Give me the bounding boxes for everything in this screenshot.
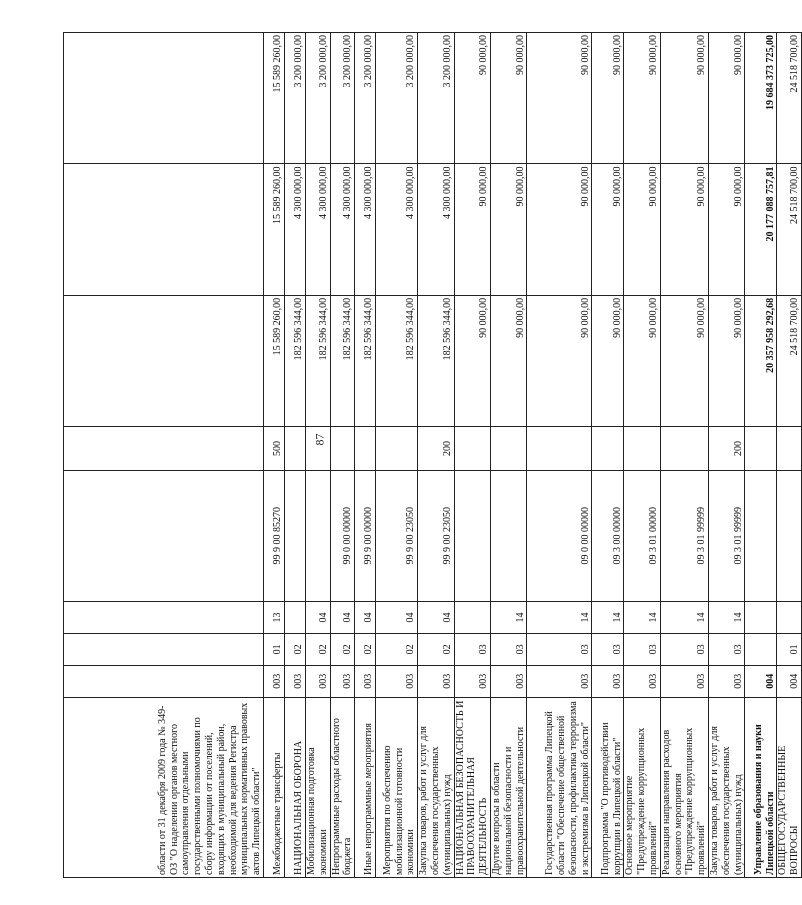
- cell-razdel: 02: [376, 633, 418, 665]
- cell-podrazdel: 04: [306, 601, 331, 633]
- cell-podrazdel: 14: [490, 601, 526, 633]
- page-number: 87: [312, 433, 327, 446]
- cell-expense-type: [376, 427, 418, 470]
- cell-glava: 003: [624, 665, 660, 697]
- cell-glava: 003: [264, 665, 285, 697]
- cell-name: области от 31 декабря 2009 года № 349-ОЗ "О наделении органов местного самоуправления отдельными государственными полномочиями по сбору информации от поселений, входящих в муниципальный район, необходимой для ведения Регистра муниципальных нормативных правовых актов Липецкой области": [64, 697, 264, 877]
- cell-sum-year-1: 182 596 344,00: [376, 295, 418, 426]
- cell-sum-year-3: 3 200 000,00: [418, 33, 454, 164]
- cell-name: Государственная программа Липецкой области "Обеспечение общественной безопасности, профилактика терроризма и экстремизма в Липецкой области": [527, 697, 592, 877]
- table-row: [418, 33, 454, 878]
- cell-target-article: 09 3 01 99999: [660, 470, 708, 601]
- cell-podrazdel: [745, 601, 777, 633]
- cell-target-article: 99 9 00 00000: [355, 470, 376, 601]
- cell-sum-year-2: 90 000,00: [592, 164, 624, 295]
- cell-sum-year-1: 182 596 344,00: [330, 295, 355, 426]
- cell-expense-type: [592, 427, 624, 470]
- cell-target-article: [777, 470, 802, 601]
- cell-sum-year-2: 4 300 000,00: [376, 164, 418, 295]
- cell-glava: [64, 665, 264, 697]
- cell-sum-year-1: 24 518 700,00: [777, 295, 802, 426]
- cell-podrazdel: 04: [418, 601, 454, 633]
- cell-sum-year-1: 90 000,00: [708, 295, 744, 426]
- cell-expense-type: [490, 427, 526, 470]
- cell-sum-year-1: 90 000,00: [527, 295, 592, 426]
- cell-target-article: 09 0 00 00000: [527, 470, 592, 601]
- cell-sum-year-2: [64, 164, 264, 295]
- table-row: [306, 33, 331, 878]
- cell-sum-year-3: 3 200 000,00: [330, 33, 355, 164]
- cell-sum-year-2: 4 300 000,00: [355, 164, 376, 295]
- cell-sum-year-1: 90 000,00: [624, 295, 660, 426]
- cell-expense-type: [306, 427, 331, 470]
- cell-expense-type: [330, 427, 355, 470]
- cell-sum-year-3: 3 200 000,00: [355, 33, 376, 164]
- cell-glava: 004: [745, 665, 777, 697]
- cell-sum-year-3: 90 000,00: [660, 33, 708, 164]
- cell-sum-year-1: 182 596 344,00: [418, 295, 454, 426]
- cell-sum-year-1: 90 000,00: [490, 295, 526, 426]
- cell-razdel: 02: [418, 633, 454, 665]
- cell-sum-year-2: 90 000,00: [708, 164, 744, 295]
- table-row: [64, 33, 264, 878]
- cell-name: ОБЩЕГОСУДАРСТВЕННЫЕ ВОПРОСЫ: [777, 697, 802, 877]
- cell-razdel: 02: [330, 633, 355, 665]
- cell-name: Иные непрограммные мероприятия: [355, 697, 376, 877]
- cell-name: Закупка товаров, работ и услуг для обеспечения государственных (муниципальных) нужд: [708, 697, 744, 877]
- cell-glava: 003: [418, 665, 454, 697]
- cell-name: Мероприятия по обеспечению мобилизационной готовности экономики: [376, 697, 418, 877]
- cell-glava: 004: [777, 665, 802, 697]
- cell-razdel: 01: [777, 633, 802, 665]
- cell-name: Непрограммные расходы областного бюджета: [330, 697, 355, 877]
- cell-razdel: 02: [285, 633, 306, 665]
- cell-sum-year-3: 90 000,00: [454, 33, 490, 164]
- cell-expense-type: [285, 427, 306, 470]
- cell-podrazdel: 14: [708, 601, 744, 633]
- cell-expense-type: [527, 427, 592, 470]
- cell-expense-type: [777, 427, 802, 470]
- cell-razdel: 03: [708, 633, 744, 665]
- cell-podrazdel: 04: [376, 601, 418, 633]
- cell-sum-year-1: 20 357 958 292,68: [745, 295, 777, 426]
- cell-glava: 003: [592, 665, 624, 697]
- cell-razdel: [745, 633, 777, 665]
- cell-sum-year-1: 182 596 344,00: [285, 295, 306, 426]
- table-row: [285, 33, 306, 878]
- cell-razdel: [64, 633, 264, 665]
- cell-sum-year-2: 90 000,00: [624, 164, 660, 295]
- cell-sum-year-2: 90 000,00: [454, 164, 490, 295]
- table-row: [355, 33, 376, 878]
- cell-expense-type: 200: [708, 427, 744, 470]
- cell-glava: 003: [708, 665, 744, 697]
- table-row: [490, 33, 526, 878]
- cell-name: Межбюджетные трансферты: [264, 697, 285, 877]
- cell-podrazdel: [64, 601, 264, 633]
- cell-name: Управление образования и науки Липецкой области: [745, 697, 777, 877]
- cell-podrazdel: 14: [624, 601, 660, 633]
- table-row: [330, 33, 355, 878]
- cell-sum-year-2: 90 000,00: [490, 164, 526, 295]
- cell-target-article: [306, 470, 331, 601]
- cell-sum-year-3: 3 200 000,00: [285, 33, 306, 164]
- cell-target-article: [64, 470, 264, 601]
- cell-name: Основное мероприятие "Предупреждение коррупционных проявлений": [624, 697, 660, 877]
- cell-sum-year-2: 4 300 000,00: [330, 164, 355, 295]
- cell-expense-type: [64, 427, 264, 470]
- cell-sum-year-3: 3 200 000,00: [306, 33, 331, 164]
- cell-sum-year-3: 90 000,00: [592, 33, 624, 164]
- cell-sum-year-2: 90 000,00: [527, 164, 592, 295]
- cell-name: Закупка товаров, работ и услуг для обеспечения государственных (муниципальных) нужд: [418, 697, 454, 877]
- cell-target-article: 09 3 01 99999: [708, 470, 744, 601]
- table-row: [708, 33, 744, 878]
- cell-target-article: 99 9 00 85270: [264, 470, 285, 601]
- table-body: [64, 33, 802, 878]
- cell-podrazdel: 13: [264, 601, 285, 633]
- cell-target-article: 09 3 01 00000: [624, 470, 660, 601]
- cell-sum-year-3: 24 518 700,00: [777, 33, 802, 164]
- cell-sum-year-1: 15 589 260,00: [264, 295, 285, 426]
- cell-razdel: 03: [660, 633, 708, 665]
- cell-sum-year-1: 90 000,00: [454, 295, 490, 426]
- cell-sum-year-1: 90 000,00: [660, 295, 708, 426]
- cell-name: НАЦИОНАЛЬНАЯ БЕЗОПАСНОСТЬ И ПРАВООХРАНИТЕЛЬНАЯ ДЕЯТЕЛЬНОСТЬ: [454, 697, 490, 877]
- cell-podrazdel: 04: [355, 601, 376, 633]
- cell-razdel: 03: [454, 633, 490, 665]
- cell-razdel: 02: [355, 633, 376, 665]
- cell-sum-year-3: 90 000,00: [527, 33, 592, 164]
- table-row: [376, 33, 418, 878]
- cell-razdel: 01: [264, 633, 285, 665]
- cell-target-article: 09 3 00 00000: [592, 470, 624, 601]
- cell-sum-year-1: 90 000,00: [592, 295, 624, 426]
- cell-target-article: [745, 470, 777, 601]
- cell-target-article: 99 9 00 23050: [376, 470, 418, 601]
- cell-sum-year-3: 19 684 373 725,00: [745, 33, 777, 164]
- cell-glava: 003: [490, 665, 526, 697]
- table-row: [264, 33, 285, 878]
- cell-sum-year-3: [64, 33, 264, 164]
- cell-target-article: 99 9 00 23050: [418, 470, 454, 601]
- cell-target-article: [490, 470, 526, 601]
- cell-name: Другие вопросы в области национальной безопасности и правоохранительной деятельности: [490, 697, 526, 877]
- cell-expense-type: 500: [264, 427, 285, 470]
- cell-sum-year-1: [64, 295, 264, 426]
- cell-glava: 003: [306, 665, 331, 697]
- cell-podrazdel: 14: [660, 601, 708, 633]
- cell-glava: 003: [355, 665, 376, 697]
- cell-sum-year-2: 90 000,00: [660, 164, 708, 295]
- table-row: [454, 33, 490, 878]
- cell-sum-year-1: 182 596 344,00: [355, 295, 376, 426]
- cell-expense-type: [745, 427, 777, 470]
- cell-sum-year-3: 3 200 000,00: [376, 33, 418, 164]
- cell-name: Подпрограмма "О противодействии коррупции в Липецкой области": [592, 697, 624, 877]
- cell-sum-year-3: 90 000,00: [624, 33, 660, 164]
- cell-sum-year-2: 4 300 000,00: [418, 164, 454, 295]
- cell-razdel: 03: [624, 633, 660, 665]
- cell-razdel: 02: [306, 633, 331, 665]
- cell-podrazdel: [285, 601, 306, 633]
- table-row: [745, 33, 777, 878]
- cell-expense-type: 200: [418, 427, 454, 470]
- table-row: [592, 33, 624, 878]
- cell-expense-type: [454, 427, 490, 470]
- cell-expense-type: [660, 427, 708, 470]
- cell-podrazdel: 14: [592, 601, 624, 633]
- cell-razdel: 03: [527, 633, 592, 665]
- cell-sum-year-2: 15 589 260,00: [264, 164, 285, 295]
- cell-glava: 003: [285, 665, 306, 697]
- rotated-table-container: [63, 32, 801, 878]
- cell-name: Реализация направления расходов основного мероприятия "Предупреждение коррупционных проявлений": [660, 697, 708, 877]
- cell-sum-year-3: 90 000,00: [490, 33, 526, 164]
- cell-target-article: [454, 470, 490, 601]
- cell-sum-year-3: 15 589 260,00: [264, 33, 285, 164]
- cell-glava: 003: [376, 665, 418, 697]
- cell-sum-year-2: 20 177 088 757,81: [745, 164, 777, 295]
- table-row: [660, 33, 708, 878]
- cell-glava: 003: [660, 665, 708, 697]
- cell-sum-year-1: 182 596 344,00: [306, 295, 331, 426]
- cell-expense-type: [355, 427, 376, 470]
- cell-podrazdel: [454, 601, 490, 633]
- cell-podrazdel: 04: [330, 601, 355, 633]
- cell-sum-year-3: 90 000,00: [708, 33, 744, 164]
- cell-sum-year-2: 4 300 000,00: [285, 164, 306, 295]
- cell-target-article: 99 0 00 00000: [330, 470, 355, 601]
- cell-glava: 003: [527, 665, 592, 697]
- cell-razdel: 03: [592, 633, 624, 665]
- table-row: [777, 33, 802, 878]
- cell-podrazdel: 14: [527, 601, 592, 633]
- table-row: [527, 33, 592, 878]
- cell-podrazdel: [777, 601, 802, 633]
- cell-razdel: 03: [490, 633, 526, 665]
- cell-name: Мобилизационная подготовка экономики: [306, 697, 331, 877]
- budget-table: [63, 32, 802, 878]
- table-row: [624, 33, 660, 878]
- cell-sum-year-2: 24 518 700,00: [777, 164, 802, 295]
- cell-target-article: [285, 470, 306, 601]
- cell-sum-year-2: 4 300 000,00: [306, 164, 331, 295]
- cell-name: НАЦИОНАЛЬНАЯ ОБОРОНА: [285, 697, 306, 877]
- cell-glava: 003: [454, 665, 490, 697]
- cell-expense-type: [624, 427, 660, 470]
- cell-glava: 003: [330, 665, 355, 697]
